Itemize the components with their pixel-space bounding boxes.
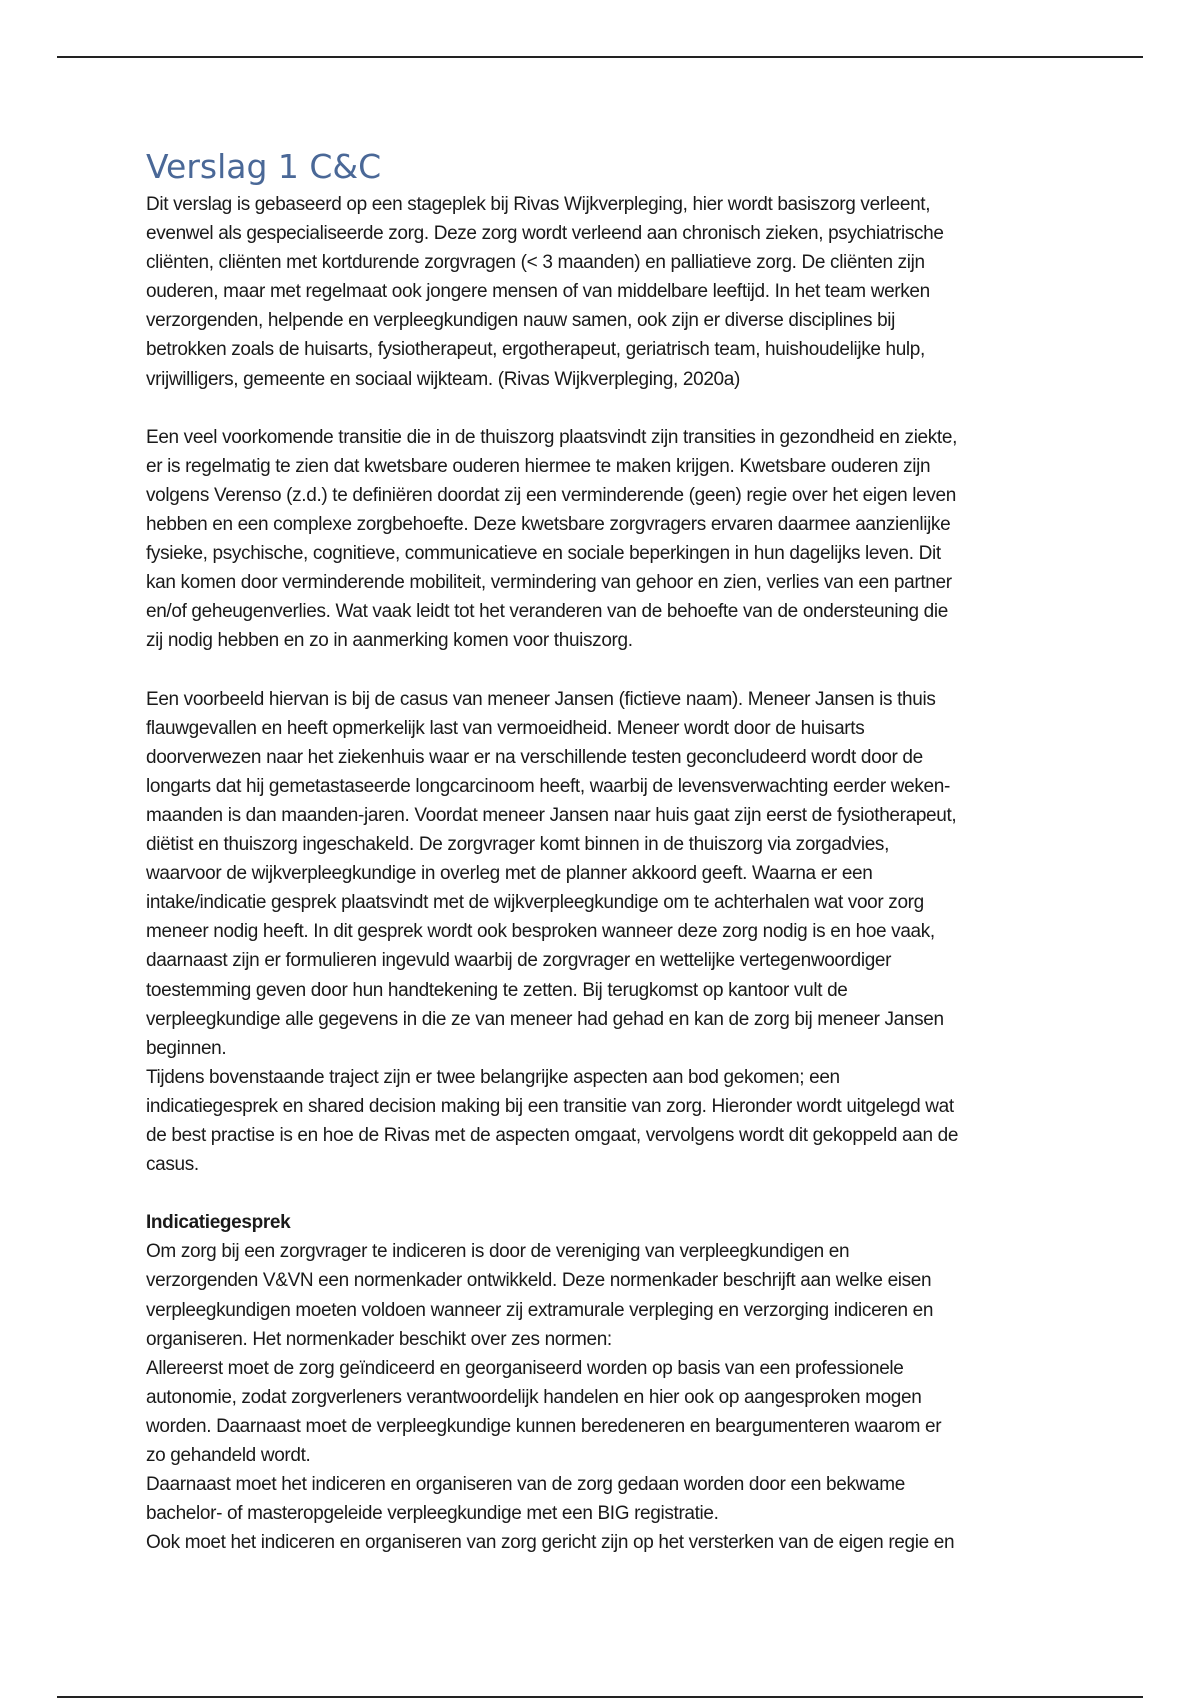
text-line: Allereerst moet de zorg geïndiceerd en georganiseerd worden op basis van een professionele	[146, 1357, 904, 1379]
text-line: diëtist en thuiszorg ingeschakeld. De zorgvrager komt binnen in de thuiszorg via zorgadvies,	[146, 834, 889, 856]
paragraph-intro	[146, 190, 1066, 394]
text-line: Een voorbeeld hiervan is bij de casus van meneer Jansen (fictieve naam). Meneer Jansen is thuis	[146, 688, 936, 710]
text-line: fysieke, psychische, cognitieve, communicatieve en sociale beperkingen in hun dagelijks leven. Dit	[146, 543, 941, 565]
text-line: Daarnaast moet het indiceren en organiseren van de zorg gedaan worden door een bekwame	[146, 1474, 905, 1496]
text-line: toestemming geven door hun handtekening te zetten. Bij terugkomst op kantoor vult de	[146, 979, 848, 1001]
text-line: kan komen door verminderende mobiliteit, vermindering van gehoor en zien, verlies van een partner	[146, 572, 952, 594]
text-line: Een veel voorkomende transitie die in de thuiszorg plaatsvindt zijn transities in gezondheid en ziekte,	[146, 426, 958, 448]
text-line: doorverwezen naar het ziekenhuis waar er na verschillende testen geconcludeerd wordt door de	[146, 746, 923, 768]
text-line: verpleegkundige alle gegevens in die ze van meneer had gehad en kan de zorg bij meneer Jansen	[146, 1008, 944, 1030]
text-line: er is regelmatig te zien dat kwetsbare ouderen hiermee te maken krijgen. Kwetsbare ouderen zijn	[146, 455, 931, 477]
text-line: en/of geheugenverlies. Wat vaak leidt tot het veranderen van de behoefte van de ondersteuning die	[146, 601, 948, 623]
text-line: worden. Daarnaast moet de verpleegkundige kunnen beredeneren en beargumenteren waarom er	[146, 1415, 942, 1437]
text-line: volgens Verenso (z.d.) te definiëren doordat zij een verminderende (geen) regie over het eigen leven	[146, 484, 956, 506]
text-line: Om zorg bij een zorgvrager te indiceren is door de vereniging van verpleegkundigen en	[146, 1241, 850, 1263]
paragraph-spacer	[146, 656, 1066, 685]
text-line: intake/indicatie gesprek plaatsvindt met de wijkverpleegkundige om te achterhalen wat voor zorg	[146, 892, 924, 914]
paragraph-spacer	[146, 1179, 1066, 1208]
text-line: zij nodig hebben en zo in aanmerking komen voor thuiszorg.	[146, 630, 633, 652]
paragraph-casus	[146, 685, 1066, 1180]
text-line: de best practise is en hoe de Rivas met de aspecten omgaat, vervolgens wordt dit gekoppeld aan de	[146, 1125, 959, 1146]
paragraph-spacer	[146, 394, 1066, 423]
section-heading: Indicatiegesprek	[146, 1212, 291, 1234]
text-line: meneer nodig heeft. In dit gesprek wordt ook besproken wanneer deze zorg nodig is en hoe vaak,	[146, 921, 935, 943]
text-line: vrijwilligers, gemeente en sociaal wijkteam. (Rivas Wijkverpleging, 2020a)	[146, 368, 740, 390]
text-line: hebben en een complexe zorgbehoefte. Deze kwetsbare zorgvragers ervaren daarmee aanzienlijke	[146, 514, 951, 536]
document-title: Verslag 1 C&C	[146, 147, 382, 186]
text-line: Tijdens bovenstaande traject zijn er twee belangrijke aspecten aan bod gekomen; een	[146, 1066, 840, 1088]
text-line: evenwel als gespecialiseerde zorg. Deze zorg wordt verleend aan chronisch zieken, psychiatrische	[146, 223, 944, 245]
text-line: casus.	[146, 1154, 199, 1176]
text-line: verzorgenden V&VN een normenkader ontwikkeld. Deze normenkader beschrijft aan welke eisen	[146, 1270, 932, 1292]
text-line: Dit verslag is gebaseerd op een stageplek bij Rivas Wijkverpleging, hier wordt basiszorg verleent,	[146, 194, 931, 215]
text-line: flauwgevallen en heeft opmerkelijk last van vermoeidheid. Meneer wordt door de huisarts	[146, 717, 865, 739]
text-line: zo gehandeld wordt.	[146, 1445, 311, 1467]
text-line: bachelor- of masteropgeleide verpleegkundige met een BIG registratie.	[146, 1503, 719, 1525]
text-line: longarts dat hij gemetastaseerde longcarcinoom heeft, waarbij de levensverwachting eerder weken-	[146, 775, 950, 797]
document-body	[146, 146, 1066, 1557]
header-rule	[57, 56, 1143, 58]
text-line: waarvoor de wijkverpleegkundige in overleg met de planner akkoord geeft. Waarna er een	[146, 863, 873, 885]
text-line: indicatiegesprek en shared decision making bij een transitie van zorg. Hieronder wordt uitgelegd wat	[146, 1095, 954, 1117]
text-line: Ook moet het indiceren en organiseren van zorg gericht zijn op het versterken van de eigen regie en	[146, 1532, 955, 1554]
text-line: verzorgenden, helpende en verpleegkundigen nauw samen, ook zijn er diverse disciplines bij	[146, 310, 896, 332]
text-line: daarnaast zijn er formulieren ingevuld waarbij de zorgvrager en wettelijke vertegenwoordiger	[146, 950, 892, 972]
text-line: organiseren. Het normenkader beschikt over zes normen:	[146, 1328, 612, 1350]
text-line: maanden is dan maanden-jaren. Voordat meneer Jansen naar huis gaat zijn eerst de fysiotherapeut,	[146, 804, 957, 826]
footer-rule	[57, 1696, 1143, 1698]
text-line: beginnen.	[146, 1037, 227, 1059]
text-line: betrokken zoals de huisarts, fysiotherapeut, ergotherapeut, geriatrisch team, huishoudelijke hulp,	[146, 339, 925, 361]
section-indicatiegesprek	[146, 1208, 1066, 1557]
text-line: autonomie, zodat zorgverleners verantwoordelijk handelen en hier ook op aangesproken mogen	[146, 1386, 922, 1408]
paragraph-transitie	[146, 423, 1066, 656]
text-line: ouderen, maar met regelmaat ook jongere mensen of van middelbare leeftijd. In het team werken	[146, 281, 930, 303]
text-line: cliënten, cliënten met kortdurende zorgvragen (< 3 maanden) en palliatieve zorg. De cliënten zijn	[146, 252, 925, 274]
text-line: verpleegkundigen moeten voldoen wanneer zij extramurale verpleging en verzorging indiceren en	[146, 1299, 934, 1321]
